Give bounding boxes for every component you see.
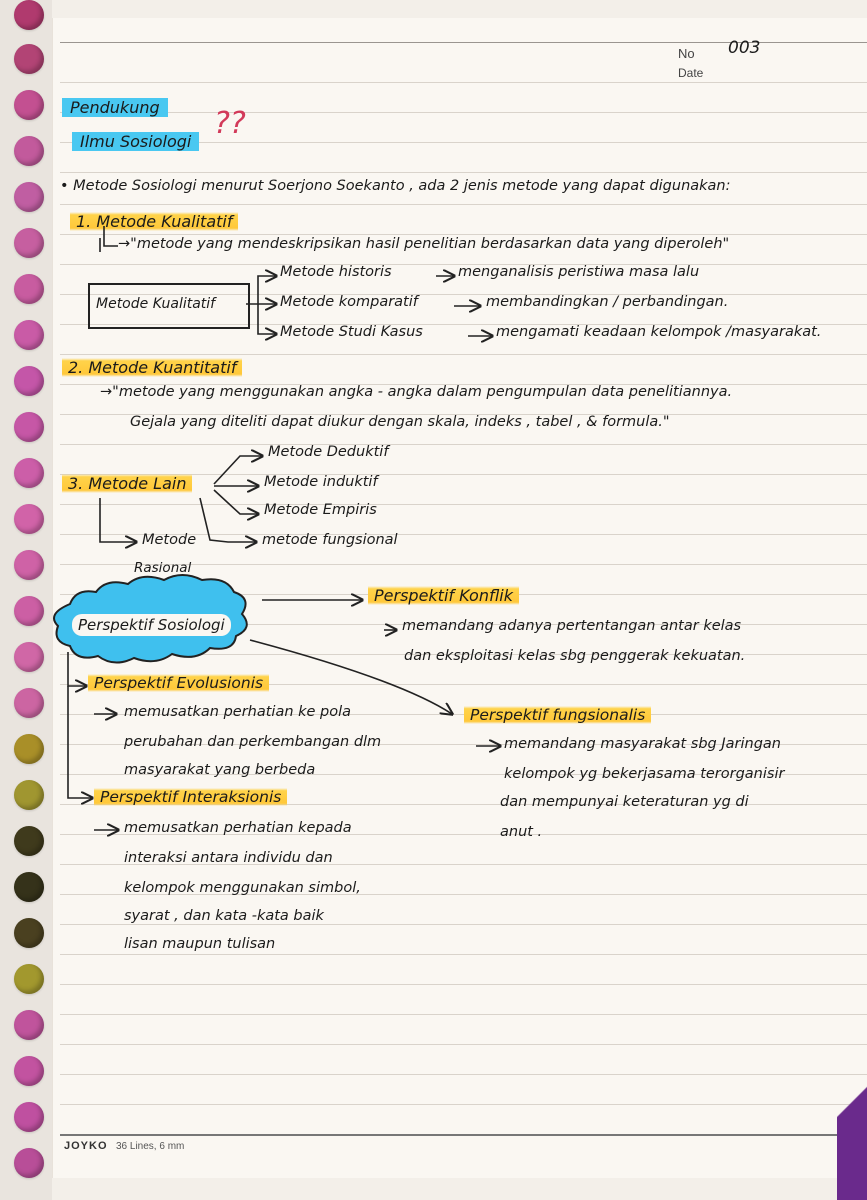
paper-spec: 36 Lines, 6 mm <box>116 1141 185 1152</box>
intro-line: • Metode Sosiologi menurut Soerjono Soekanto , ada 2 jenis metode yang dapat digunakan: <box>60 178 731 194</box>
method3-extra-left: Metode <box>142 532 197 548</box>
konflik-line-1: memandang adanya pertentangan antar kelas <box>402 618 742 634</box>
method1-definition: →"metode yang mendeskripsikan hasil penelitian berdasarkan data yang diperoleh" <box>118 236 730 252</box>
method3-branch-1: Metode Deduktif <box>268 444 389 460</box>
purple-corner-decoration <box>837 1040 867 1200</box>
interaksionis-line: kelompok menggunakan simbol, <box>124 880 361 896</box>
method1-branch-2-desc: membandingkan / perbandingan. <box>486 294 729 310</box>
method2-line-1: →"metode yang menggunakan angka - angka dalam pengumpulan data penelitiannya. <box>100 384 733 400</box>
method3-extra-left-2: Rasional <box>134 560 192 576</box>
interaksionis-line: lisan maupun tulisan <box>124 936 276 952</box>
evolusionis-line: masyarakat yang berbeda <box>124 762 316 778</box>
fungsionalis-heading: Perspektif fungsionalis <box>464 706 651 724</box>
method2-heading: 2. Metode Kuantitatif <box>62 358 242 377</box>
no-label: No <box>678 46 695 61</box>
perspective-cloud-label: Perspektif Sosiologi <box>72 614 231 636</box>
konflik-line-2: dan eksploitasi kelas sbg penggerak kekuatan. <box>404 648 746 664</box>
method1-branch-2: Metode komparatif <box>280 294 418 310</box>
method1-branch-1-desc: menganalisis peristiwa masa lalu <box>458 264 700 280</box>
title-line-2: Ilmu Sosiologi <box>72 132 199 151</box>
method3-branch-3: Metode Empiris <box>264 502 377 518</box>
evolusionis-line: memusatkan perhatian ke pola <box>124 704 352 720</box>
method1-branch-3: Metode Studi Kasus <box>280 324 423 340</box>
method1-branch-3-desc: mengamati keadaan kelompok /masyarakat. <box>496 324 822 340</box>
date-label: Date <box>678 66 704 80</box>
interaksionis-line: memusatkan perhatian kepada <box>124 820 352 836</box>
interaksionis-line: interaksi antara individu dan <box>124 850 333 866</box>
method3-branch-2: Metode induktif <box>264 474 378 490</box>
evolusionis-line: perubahan dan perkembangan dlm <box>124 734 382 750</box>
brand-logo: JOYKO <box>64 1140 108 1152</box>
interaksionis-heading: Perspektif Interaksionis <box>94 788 287 806</box>
fungsionalis-line: anut . <box>500 824 543 840</box>
title-line-1: Pendukung <box>62 98 168 117</box>
fungsionalis-line: memandang masyarakat sbg Jaringan <box>504 736 781 752</box>
no-value: 003 <box>728 38 761 58</box>
method3-extra-right: metode fungsional <box>262 532 398 548</box>
question-marks: ?? <box>214 106 246 141</box>
method3-heading: 3. Metode Lain <box>62 474 192 493</box>
evolusionis-heading: Perspektif Evolusionis <box>88 674 269 692</box>
method1-branch-1: Metode historis <box>280 264 392 280</box>
fungsionalis-line: kelompok yg bekerjasama terorganisir <box>504 766 785 782</box>
konflik-heading: Perspektif Konflik <box>368 586 519 605</box>
method1-box-label: Metode Kualitatif <box>96 296 216 312</box>
method1-heading: 1. Metode Kualitatif <box>70 212 238 231</box>
interaksionis-line: syarat , dan kata -kata baik <box>124 908 324 924</box>
method2-line-2: Gejala yang diteliti dapat diukur dengan skala, indeks , tabel , & formula." <box>130 414 670 430</box>
fungsionalis-line: dan mempunyai keteraturan yg di <box>500 794 749 810</box>
